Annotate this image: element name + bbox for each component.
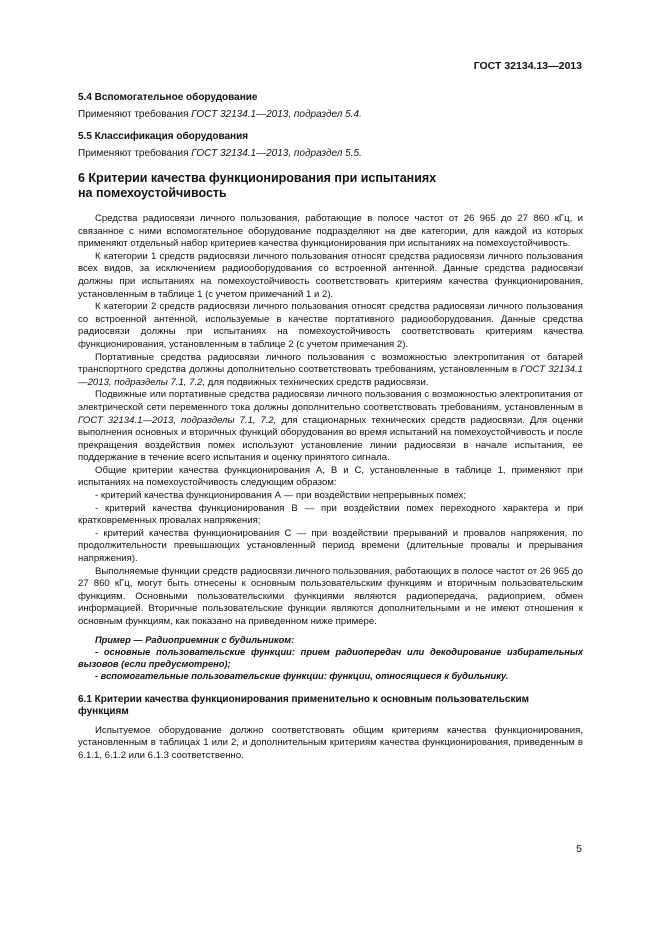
bullet-item: - критерий качества функционирования А — при воздействии непрерывных помех; — [95, 490, 467, 502]
standard-reference: ГОСТ 32134.1—2013, подраздел 5.4. — [191, 109, 362, 120]
example-item: - вспомогательные пользовательские функции: функции, относящиеся к будильнику. — [95, 670, 509, 681]
subsection-6-1-heading — [78, 694, 583, 719]
section-6-heading-line2: на помехоустойчивость — [78, 186, 227, 200]
paragraph: Средства радиосвязи личного пользования, работающие в полосе частот от 26 965 до 27 860 кГц, и связанное с ними вспомогательное оборудование подразделяют на две категории, для каждой из которых применяют отдельный набор критериев качества функционирования при испытаниях на помехоустойчивость. — [78, 213, 583, 250]
paragraph-text: Подвижные или портативные средства радиосвязи личного пользования с возможностью электропитания от электрической сети переменного тока должны дополнительно соответствовать требованиям, установленным в — [78, 389, 583, 413]
example-block — [78, 634, 583, 682]
paragraph-text: для стационарных технических средств радиосвязи. Для оценки выполнения основных и вторичных функций оборудования во время испытаний на помехоустойчивость и после прекращения воздействия помех используют установление линии радиосвязи в начале испытания, ее поддержание в течение всего испытания и оценку принятого сигнала. — [78, 414, 583, 464]
example-item: - основные пользовательские функции: прием радиопередач или декодирование избирательных вызовов (если предусмотрено); — [78, 646, 583, 669]
paragraph-text: Портативные средства радиосвязи личного пользования с возможностью электропитания от батарей транспортного средства должны дополнительно соответствовать требованиям, установленным в — [78, 351, 583, 376]
standard-reference: ГОСТ 32134.1—2013, подразделы 7.1, 7.2, — [78, 414, 277, 426]
page-number: 5 — [576, 843, 582, 855]
paragraph-text: для подвижных технических средств радиосвязи. — [205, 376, 429, 388]
paragraph — [78, 389, 583, 465]
standard-reference: ГОСТ 32134.1—2013, подразделы 7.1, 7.2, — [78, 364, 583, 388]
subsection-5-4-text — [78, 109, 583, 120]
paragraph: К категории 1 средств радиосвязи личного пользования относят средства радиосвязи личного пользования всех видов, за исключением радиооборудования со встроенной антенной. Данные средства радиосвязи должны при испытаниях на помехоустойчивость соответствовать критериям качества функционирования, установленным в таблице 1 (с учетом примечаний 1 и 2). — [78, 250, 583, 300]
section-6-heading-line1: 6 Критерии качества функционирования при испытаниях — [78, 171, 437, 185]
paragraph — [78, 352, 583, 390]
requirement-text: Применяют требования — [78, 109, 192, 120]
subsection-6-1-heading-line2: функциям — [78, 706, 129, 718]
section-6-heading — [78, 171, 583, 201]
example-title: Пример — Радиоприемник с будильником: — [95, 634, 295, 645]
standard-reference: ГОСТ 32134.1—2013, подраздел 5.5. — [191, 148, 362, 159]
subsection-5-4-heading: 5.4 Вспомогательное оборудование — [78, 92, 258, 103]
bullet-item: - критерий качества функционирования В — при воздействии помех переходного характера и при кратковременных провалах напряжения; — [78, 502, 583, 527]
bullet-item: - критерий качества функционирования С — при воздействии прерываний и провалов напряжения, по продолжительности превышающих установленный период времени (длительные провалы и прерывания напряжения). — [78, 527, 583, 565]
subsection-5-5-text — [78, 148, 583, 159]
document-id-header: ГОСТ 32134.13—2013 — [473, 60, 582, 72]
requirement-text: Применяют требования — [78, 148, 192, 159]
page-content — [78, 92, 583, 762]
paragraph: К категории 2 средств радиосвязи личного пользования относят средства радиосвязи личного пользования со встроенной антенной, используемые в качестве портативного радиооборудования. Данные средства радиосвязи должны при испытаниях на помехоустойчивость соответствовать критериям качества функционирования, установленным в таблице 2 (с учетом примечания 2). — [78, 301, 583, 350]
subsection-6-1-heading-line1: 6.1 Критерии качества функционирования применительно к основным пользовательским — [78, 693, 530, 705]
paragraph: Общие критерии качества функционирования А, В и С, установленные в таблице 1, применяют при испытаниях на помехоустойчивость следующим образом: — [78, 464, 583, 489]
paragraph: Испытуемое оборудование должно соответствовать общим критериям качества функционирования, установленным в таблицах 1 или 2, и дополнительным критериям качества функционирования, приведенным в 6.1.1, 6.1.2 или 6.1.3 соответственно. — [78, 724, 583, 761]
paragraph: Выполняемые функции средств радиосвязи личного пользования, работающих в полосе частот от 26 965 до 27 860 кГц, могут быть отнесены к основным пользовательским функциям и вторичным пользовательским функциям. Основными пользовательскими функциями являются радиопередача, радиоприем, обмен информацией. Вторичные пользовательские функции являются дополнительными и не имеют отношения к основным функциям, как показано на приведенном ниже примере. — [78, 565, 583, 627]
subsection-5-5-heading: 5.5 Классификация оборудования — [78, 131, 249, 142]
